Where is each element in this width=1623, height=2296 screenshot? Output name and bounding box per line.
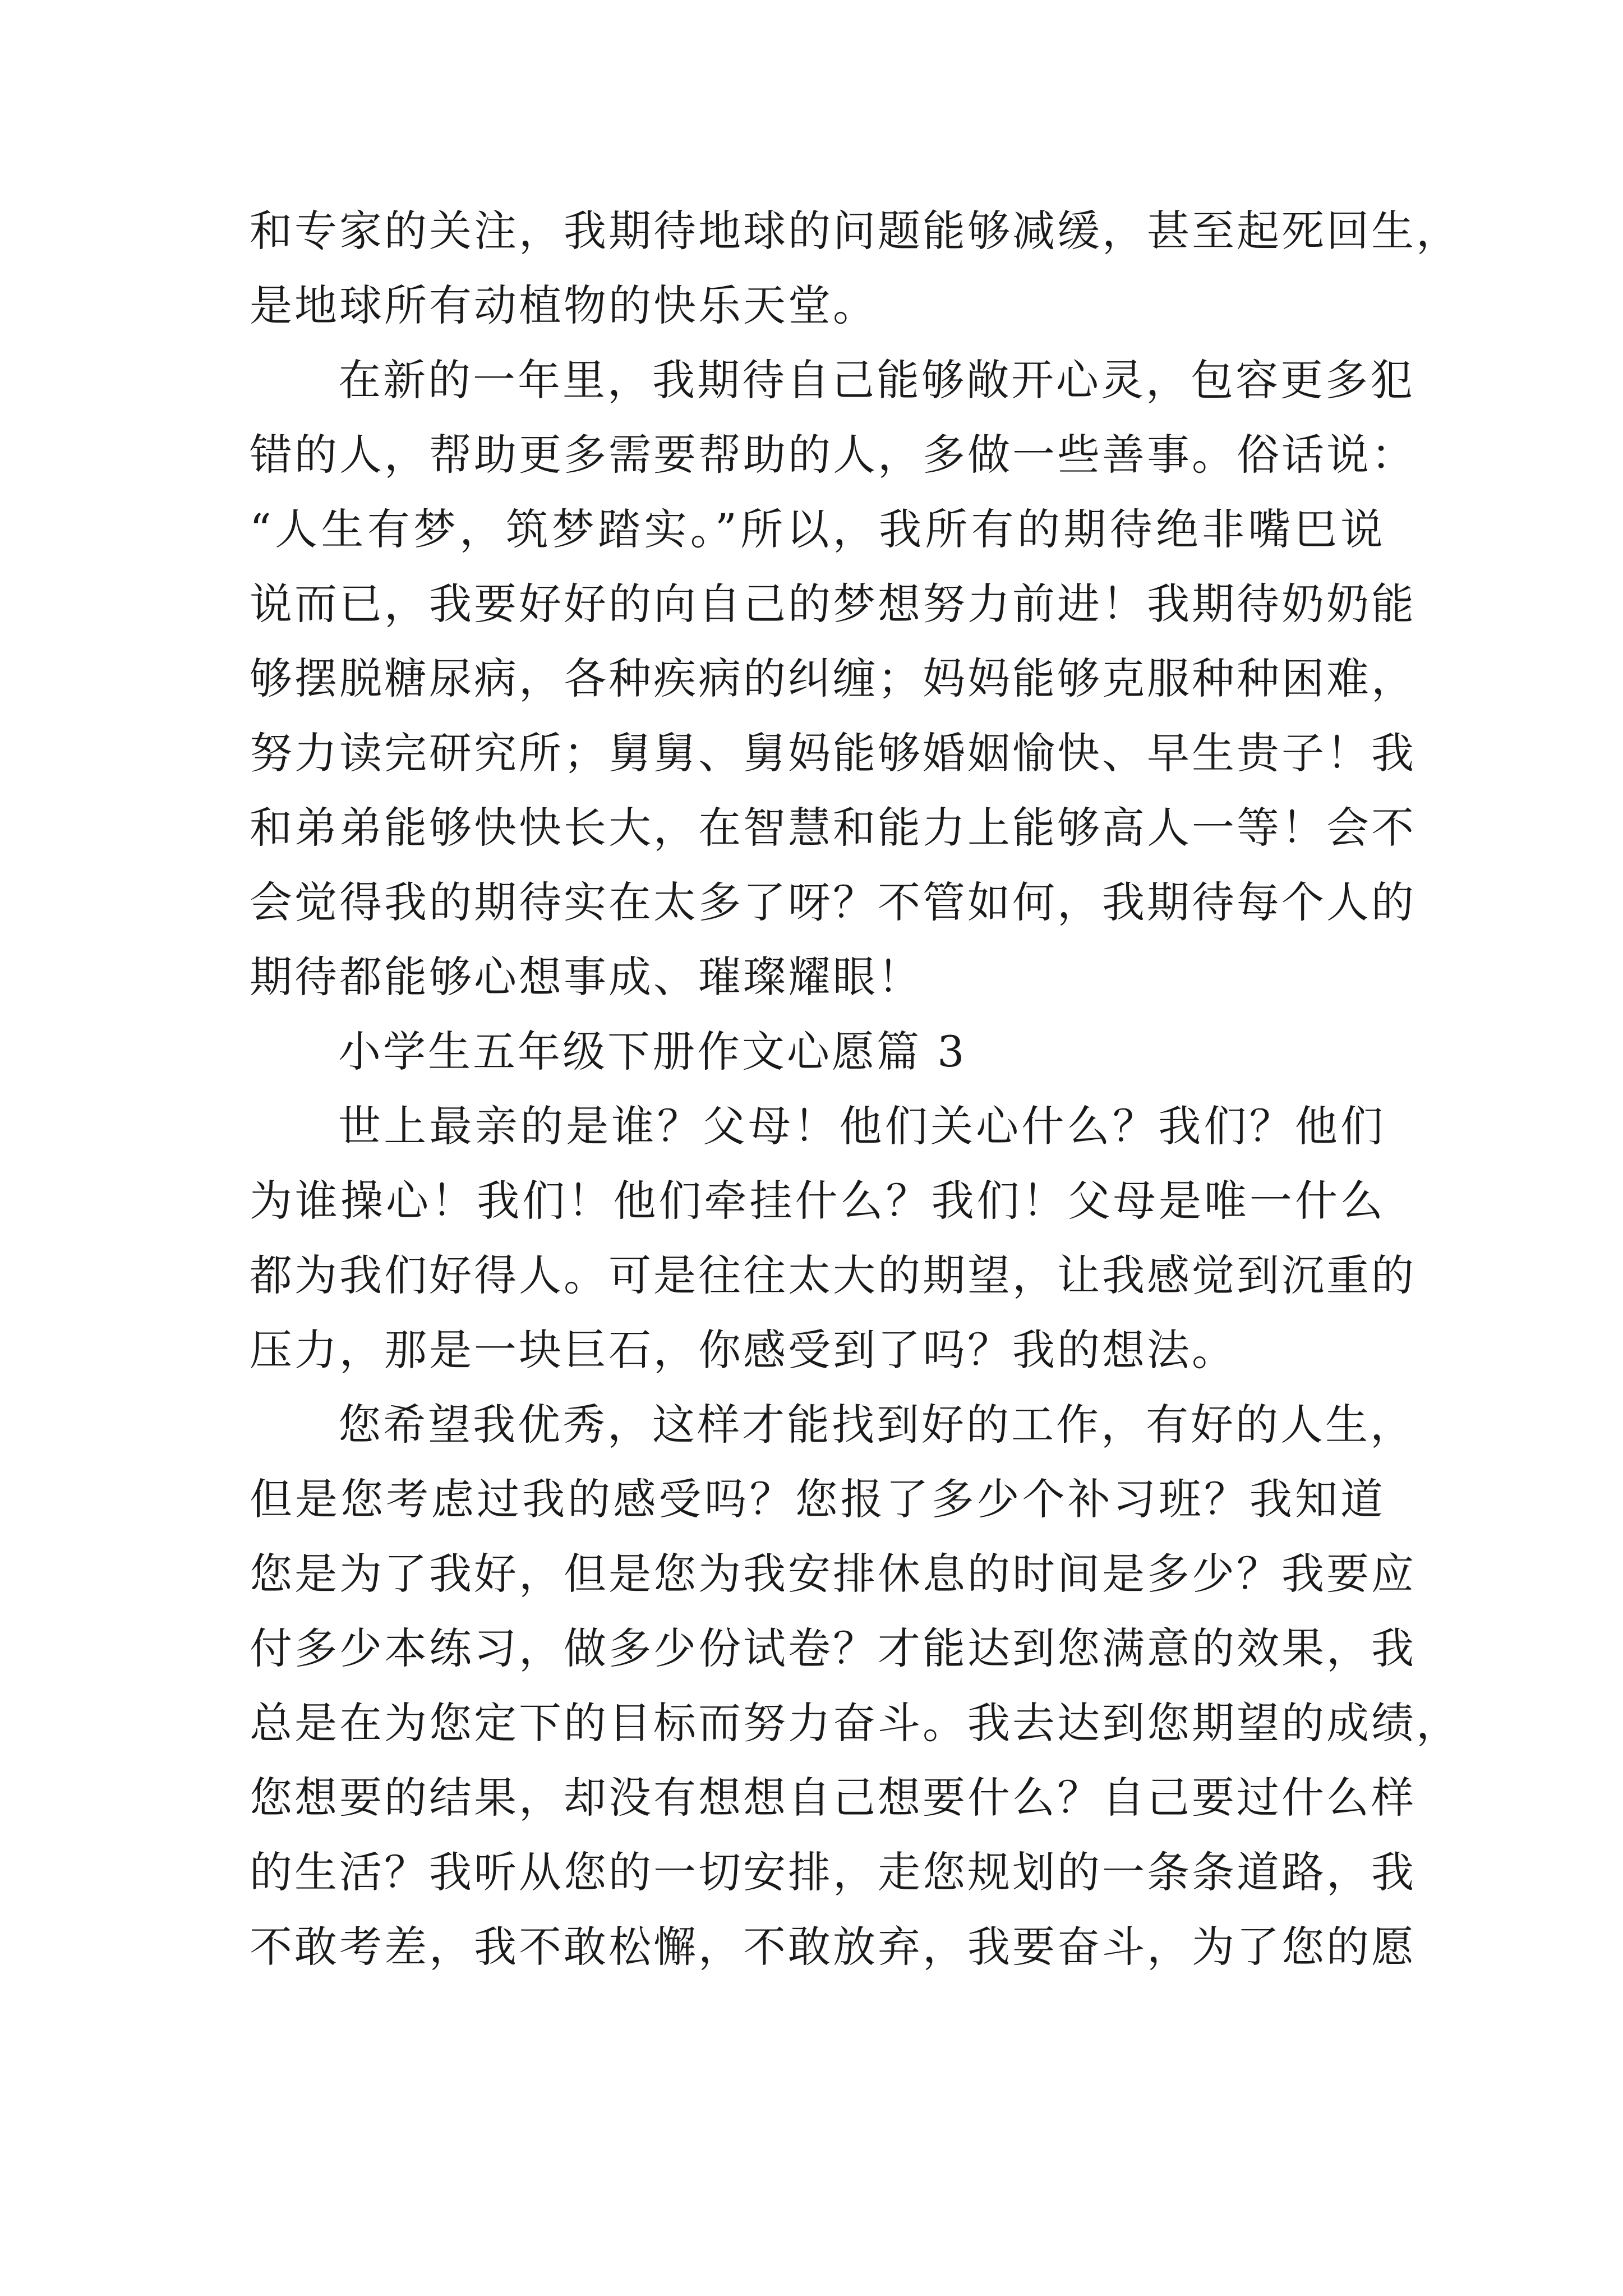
text-line: 和专家的关注，我期待地球的问题能够减缓，甚至起死回生， xyxy=(250,206,1461,256)
section-heading: 小学生五年级下册作文心愿篇 3 xyxy=(338,1027,967,1076)
paragraph-start-line: 在新的一年里，我期待自己能够敞开心灵，包容更多犯 xyxy=(338,355,1415,405)
text-line: 总是在为您定下的目标而努力奋斗。我去达到您期望的成绩， xyxy=(250,1698,1461,1748)
text-line: 够摆脱糖尿病，各种疾病的纠缠；妈妈能够克服种种困难， xyxy=(250,654,1416,703)
text-line: 您是为了我好，但是您为我安排休息的时间是多少？我要应 xyxy=(250,1549,1416,1599)
text-line: “人生有梦，筑梦踏实。”所以，我所有的期待绝非嘴巴说 xyxy=(250,504,1385,554)
text-line: 的生活？我听从您的一切安排，走您规划的一条条道路，我 xyxy=(250,1847,1416,1897)
text-line: 会觉得我的期待实在太多了呀？不管如何，我期待每个人的 xyxy=(250,877,1416,927)
paragraph-start-line: 世上最亲的是谁？父母！他们关心什么？我们？他们 xyxy=(338,1101,1385,1151)
text-line: 期待都能够心想事成、璀璨耀眼！ xyxy=(250,952,923,1002)
text-line: 都为我们好得人。可是往往太大的期望，让我感觉到沉重的 xyxy=(250,1250,1416,1300)
paragraph-start-line: 您希望我优秀，这样才能找到好的工作，有好的人生， xyxy=(338,1400,1415,1450)
text-line: 是地球所有动植物的快乐天堂。 xyxy=(250,280,878,330)
text-line: 说而已，我要好好的向自己的梦想努力前进！我期待奶奶能 xyxy=(250,579,1416,629)
text-line: 错的人，帮助更多需要帮助的人，多做一些善事。俗话说： xyxy=(250,430,1416,480)
text-line: 付多少本练习，做多少份试卷？才能达到您满意的效果，我 xyxy=(250,1623,1416,1673)
text-line: 不敢考差，我不敢松懈，不敢放弃，我要奋斗，为了您的愿 xyxy=(250,1922,1416,1972)
text-line: 为谁操心！我们！他们牵挂什么？我们！父母是唯一什么 xyxy=(250,1176,1385,1226)
text-line: 压力，那是一块巨石，你感受到了吗？我的想法。 xyxy=(250,1325,1237,1375)
text-line: 和弟弟能够快快长大，在智慧和能力上能够高人一等！会不 xyxy=(250,803,1416,853)
text-line: 但是您考虑过我的感受吗？您报了多少个补习班？我知道 xyxy=(250,1474,1385,1524)
text-line: 努力读完研究所；舅舅、舅妈能够婚姻愉快、早生贵子！我 xyxy=(250,728,1416,778)
text-line: 您想要的结果，却没有想想自己想要什么？自己要过什么样 xyxy=(250,1773,1416,1823)
essay-body xyxy=(250,194,1461,1984)
